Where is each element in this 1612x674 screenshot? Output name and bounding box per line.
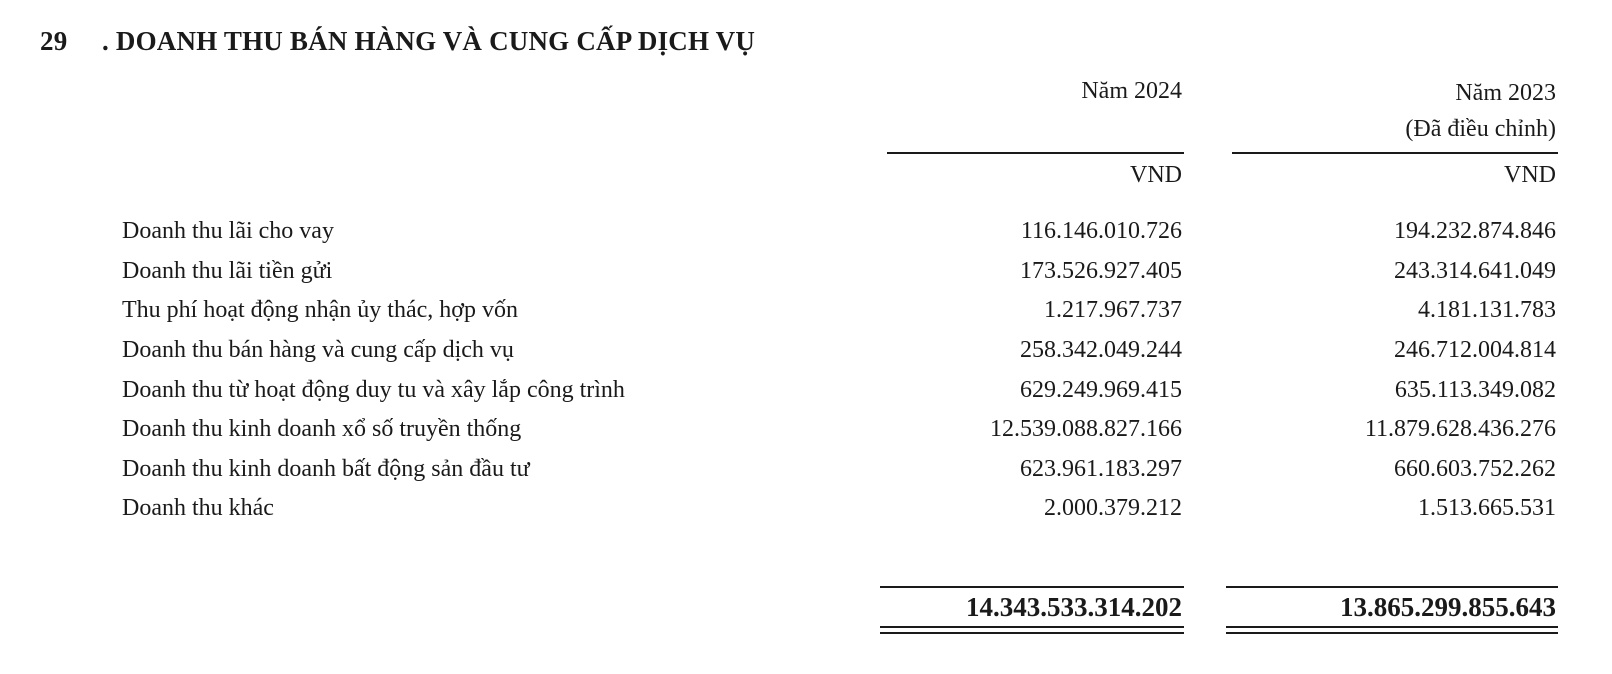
column-header-2024: Năm 2024 (1081, 78, 1182, 104)
row-value-2023: 635.113.349.082 (1394, 377, 1556, 403)
total-double-rule-2023 (1226, 626, 1558, 634)
row-value-2023: 246.712.004.814 (1394, 337, 1556, 363)
unit-2023: VND (1504, 162, 1556, 188)
row-value-2024: 2.000.379.212 (1044, 495, 1182, 521)
total-rule-top-2024 (880, 586, 1184, 588)
row-value-2023: 660.603.752.262 (1394, 456, 1556, 482)
row-label: Doanh thu lãi tiền gửi (122, 258, 333, 284)
row-value-2023: 4.181.131.783 (1418, 297, 1556, 323)
unit-2024: VND (1130, 162, 1182, 188)
row-value-2024: 12.539.088.827.166 (990, 416, 1182, 442)
table-row (0, 416, 1612, 452)
total-rule-top-2023 (1226, 586, 1558, 588)
row-label: Doanh thu bán hàng và cung cấp dịch vụ (122, 337, 514, 363)
row-value-2024: 173.526.927.405 (1020, 258, 1182, 284)
row-value-2023: 194.232.874.846 (1394, 218, 1556, 244)
table-row (0, 495, 1612, 531)
row-value-2024: 629.249.969.415 (1020, 377, 1182, 403)
section-title (40, 26, 755, 57)
column-header-2023: Năm 2023 (1455, 80, 1556, 106)
row-value-2024: 1.217.967.737 (1044, 297, 1182, 323)
table-row (0, 456, 1612, 492)
table-row (0, 377, 1612, 413)
row-label: Doanh thu khác (122, 495, 274, 521)
row-label: Doanh thu từ hoạt động duy tu và xây lắp công trình (122, 377, 625, 403)
table-row (0, 297, 1612, 333)
table-row (0, 218, 1612, 254)
row-label: Doanh thu kinh doanh xổ số truyền thống (122, 416, 522, 442)
row-label: Thu phí hoạt động nhận ủy thác, hợp vốn (122, 297, 518, 323)
section-number: 29 (40, 26, 68, 56)
total-double-rule-2024 (880, 626, 1184, 634)
row-value-2024: 258.342.049.244 (1020, 337, 1182, 363)
row-value-2023: 1.513.665.531 (1418, 495, 1556, 521)
column-header-2023-note: (Đã điều chỉnh) (1405, 116, 1556, 142)
total-value-2023: 13.865.299.855.643 (1340, 592, 1556, 622)
total-value-2024: 14.343.533.314.202 (966, 592, 1182, 622)
row-label: Doanh thu kinh doanh bất động sản đầu tư (122, 456, 530, 482)
header-rule-2024 (887, 152, 1184, 154)
section-heading: . DOANH THU BÁN HÀNG VÀ CUNG CẤP DỊCH VỤ (102, 26, 756, 56)
header-rule-2023 (1232, 152, 1558, 154)
row-value-2024: 116.146.010.726 (1020, 218, 1182, 244)
row-value-2023: 243.314.641.049 (1394, 258, 1556, 284)
row-label: Doanh thu lãi cho vay (122, 218, 334, 244)
table-row (0, 258, 1612, 294)
row-value-2024: 623.961.183.297 (1020, 456, 1182, 482)
table-row (0, 337, 1612, 373)
row-value-2023: 11.879.628.436.276 (1364, 416, 1556, 442)
